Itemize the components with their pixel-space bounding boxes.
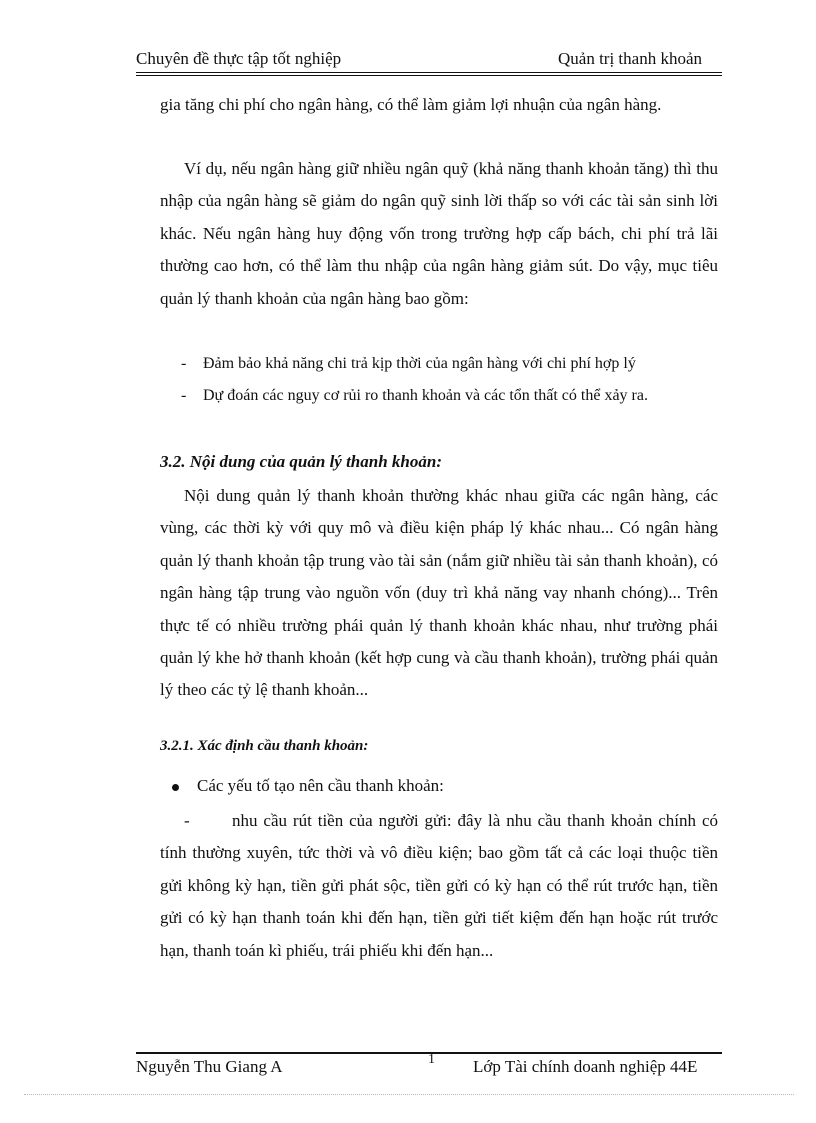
paragraph-text: Nội dung quản lý thanh khoản thường khác nhau giữa các ngân hàng, các vùng, các thời kỳ với quy mô và điều kiện pháp lý khác nhau... Có ngân hàng quản lý thanh khoản tập trung vào tài sản (nắm giữ nhiều tài sản thanh khoản), có ngân hàng tập trung vào nguồn vốn (duy trì khả năng vay nhanh chóng)... Trên thực tế có nhiều trường phái quản lý thanh khoản khác nhau, như trường phái quản lý khe hở thanh khoản (kết hợp cung và cầu thanh khoản), trường phái quản lý theo các tỷ lệ thanh khoản... xyxy=(160,486,718,700)
paragraph-text: gia tăng chi phí cho ngân hàng, có thể làm giảm lợi nhuận của ngân hàng. xyxy=(160,95,662,114)
header-document-type: Chuyên đề thực tập tốt nghiệp xyxy=(136,49,342,68)
subsection-heading: 3.2.1. Xác định cầu thanh khoản: xyxy=(160,738,369,754)
paragraph-text: Ví dụ, nếu ngân hàng giữ nhiều ngân quỹ (khả năng thanh khoản tăng) thì thu nhập của ngân hàng sẽ giảm do ngân quỹ sinh lời thấp so với các tài sản sinh lời khác. Nếu ngân hàng huy động vốn trong trường hợp cấp bách, chi phí trả lãi thường cao hơn, có thể làm thu nhập của ngân hàng giảm sút. Do vậy, mục tiêu quản lý thanh khoản của ngân hàng bao gồm: xyxy=(160,159,718,308)
goal-text: Đảm bảo khả năng chi trả kịp thời của ngân hàng với chi phí hợp lý xyxy=(203,355,636,372)
bullet-text: Các yếu tố tạo nên cầu thanh khoản: xyxy=(197,776,444,795)
page-bottom-border xyxy=(24,1094,794,1095)
dash-marker: - xyxy=(181,387,187,404)
header-topic: Quản trị thanh khoản xyxy=(558,49,702,68)
page-header xyxy=(136,48,722,72)
header-divider xyxy=(136,72,722,76)
page-number: 1 xyxy=(428,1052,435,1067)
paragraph-liquidity-content xyxy=(160,480,718,707)
dash-marker: - xyxy=(181,355,187,372)
goal-text: Dự đoán các nguy cơ rủi ro thanh khoản và các tổn thất có thể xảy ra. xyxy=(203,387,648,404)
paragraph-cost-increase xyxy=(160,89,718,121)
section-heading: 3.2. Nội dung của quản lý thanh khoản: xyxy=(160,452,442,471)
footer-author: Nguyễn Thu Giang A xyxy=(136,1057,283,1076)
paragraph-example xyxy=(160,153,718,315)
footer-class: Lớp Tài chính doanh nghiệp 44E xyxy=(473,1057,698,1076)
bullet-dot-icon xyxy=(172,784,179,791)
paragraph-text: nhu cầu rút tiền của người gửi: đây là nhu cầu thanh khoản chính có tính thường xuyên, tức thời và vô điều kiện; bao gồm tất cả các loại thuộc tiền gửi không kỳ hạn, tiền gửi phát sộc, tiền gửi có kỳ hạn có thể rút trước hạn, tiền gửi có kỳ hạn thanh toán khi đến hạn, tiền gửi tiết kiệm đến hạn hoặc rút trước hạn, thanh toán kì phiếu, trái phiếu khi đến hạn... xyxy=(160,811,718,960)
paragraph-withdrawal-demand xyxy=(160,805,718,967)
dash-marker: - xyxy=(184,811,190,830)
